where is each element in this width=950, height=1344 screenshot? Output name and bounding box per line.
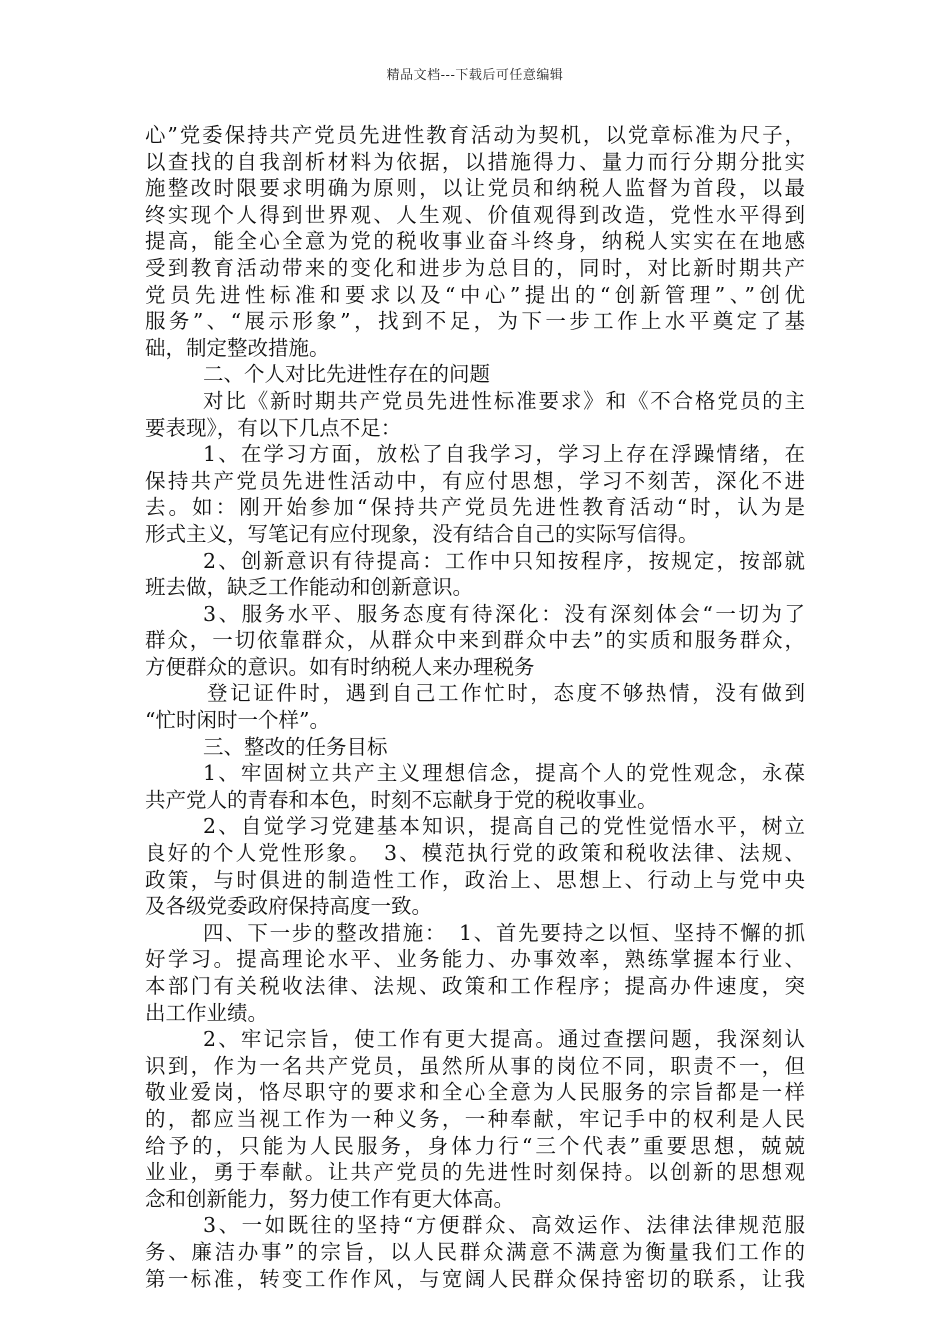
page-header: 精品文档---下载后可任意编辑: [386, 68, 564, 83]
text-line: 1、牢固树立共产主义理想信念，提高个人的党性观念，永葆: [203, 761, 805, 786]
text-line: 班去做，缺乏工作能动和创新意识。: [145, 575, 473, 600]
text-line: 给予的，只能为人民服务，身体力行“三个代表”重要思想，兢兢: [145, 1133, 805, 1158]
text-line: 识到，作为一名共产党员，虽然所从事的岗位不同，职责不一，但: [145, 1053, 805, 1078]
text-line: 好学习。提高理论水平、业务能力、办事效率，熟练掌握本行业、: [145, 947, 805, 972]
text-line: 心”党委保持共产党员先进性教育活动为契机，以党章标准为尺子，: [145, 123, 805, 147]
text-line: 施整改时限要求明确为原则，以让党员和纳税人监督为首段，以最: [145, 176, 805, 201]
text-line: 受到教育活动带来的变化和进步为总目的，同时，对比新时期共产: [145, 255, 805, 280]
text-line: 要表现》，有以下几点不足：: [145, 415, 402, 440]
text-line: 念和创新能力，努力使工作有更大体高。: [145, 1186, 514, 1211]
text-line: 本部门有关税收法律、法规、政策和工作程序；提高办件速度，突: [145, 974, 805, 998]
text-line: 以查找的自我剖析材料为依据，以措施得力、量力而行分期分批实: [145, 149, 805, 174]
text-line: 方便群众的意识。如有时纳税人来办理税务: [145, 654, 535, 679]
text-line: 四、下一步的整改措施： 1、首先要持之以恒、坚持不懈的抓: [203, 920, 805, 945]
text-line: 形式主义，写笔记有应付现象，没有结合自己的实际写信得。: [145, 521, 699, 546]
text-line: 提高，能全心全意为党的税收事业奋斗终身，纳税人实实在在地感: [145, 229, 805, 254]
text-line: 去。如：刚开始参加“保持共产党员先进性教育活动“时，认为是: [145, 495, 805, 520]
text-line: 及各级党委政府保持高度一致。: [145, 894, 432, 919]
text-line: 2、牢记宗旨，使工作有更大提高。通过查摆问题，我深刻认: [203, 1027, 805, 1052]
text-line: 登记证件时，遇到自己工作忙时，态度不够热情，没有做到: [207, 681, 805, 706]
text-line: 对比《新时期共产党员先进性标准要求》和《不合格党员的主: [203, 388, 805, 413]
text-line: 敬业爱岗，恪尽职守的要求和全心全意为人民服务的宗旨都是一样: [145, 1080, 805, 1105]
text-line: 2、自觉学习党建基本知识，提高自己的党性觉悟水平，树立: [203, 814, 805, 839]
text-line: 础，制定整改措施。: [145, 335, 330, 360]
text-line: 第一标准，转变工作作风，与宽阔人民群众保持密切的联系，让我: [145, 1266, 805, 1291]
text-line: “忙时闲时一个样”。: [145, 708, 330, 733]
text-line: 良好的个人党性形象。 3、模范执行党的政策和税收法律、法规、: [145, 841, 805, 866]
text-line: 3、服务水平、服务态度有待深化：没有深刻体会“一切为了: [203, 601, 805, 626]
text-line: 党员先进性标准和要求以及“中心”提出的“创新管理”、”创优: [145, 282, 805, 307]
text-line: 3、一如既往的坚持“方便群众、高效运作、法律法律规范服: [203, 1213, 805, 1238]
text-line: 终实现个人得到世界观、人生观、价值观得到改造，党性水平得到: [145, 202, 805, 227]
text-line: 服务”、“展示形象”，找到不足，为下一步工作上水平奠定了基: [145, 309, 805, 334]
text-line: 2、创新意识有待提高：工作中只知按程序，按规定，按部就: [203, 548, 805, 573]
text-line: 政策，与时俱进的制造性工作，政治上、思想上、行动上与党中央: [145, 867, 805, 892]
text-line: 二、个人对比先进性存在的问题: [203, 362, 490, 387]
document-body: [145, 122, 805, 1292]
text-line: 的，都应当视工作为一种义务，一种奉献，牢记手中的权利是人民: [145, 1106, 805, 1131]
text-line: 出工作业绩。: [145, 1000, 268, 1025]
text-line: 三、整改的任务目标: [203, 734, 388, 759]
text-line: 共产党人的青春和本色，时刻不忘献身于党的税收事业。: [145, 787, 658, 812]
text-line: 务、廉洁办事”的宗旨，以人民群众满意不满意为衡量我们工作的: [145, 1239, 805, 1264]
text-line: 保持共产党员先进性活动中，有应付思想，学习不刻苦，深化不进: [145, 468, 805, 493]
text-line: 业业，勇于奉献。让共产党员的先进性时刻保持。以创新的思想观: [145, 1160, 805, 1185]
text-line: 1、在学习方面，放松了自我学习，学习上存在浮躁情绪，在: [203, 442, 805, 467]
text-line: 群众，一切依靠群众，从群众中来到群众中去”的实质和服务群众，: [145, 628, 805, 653]
